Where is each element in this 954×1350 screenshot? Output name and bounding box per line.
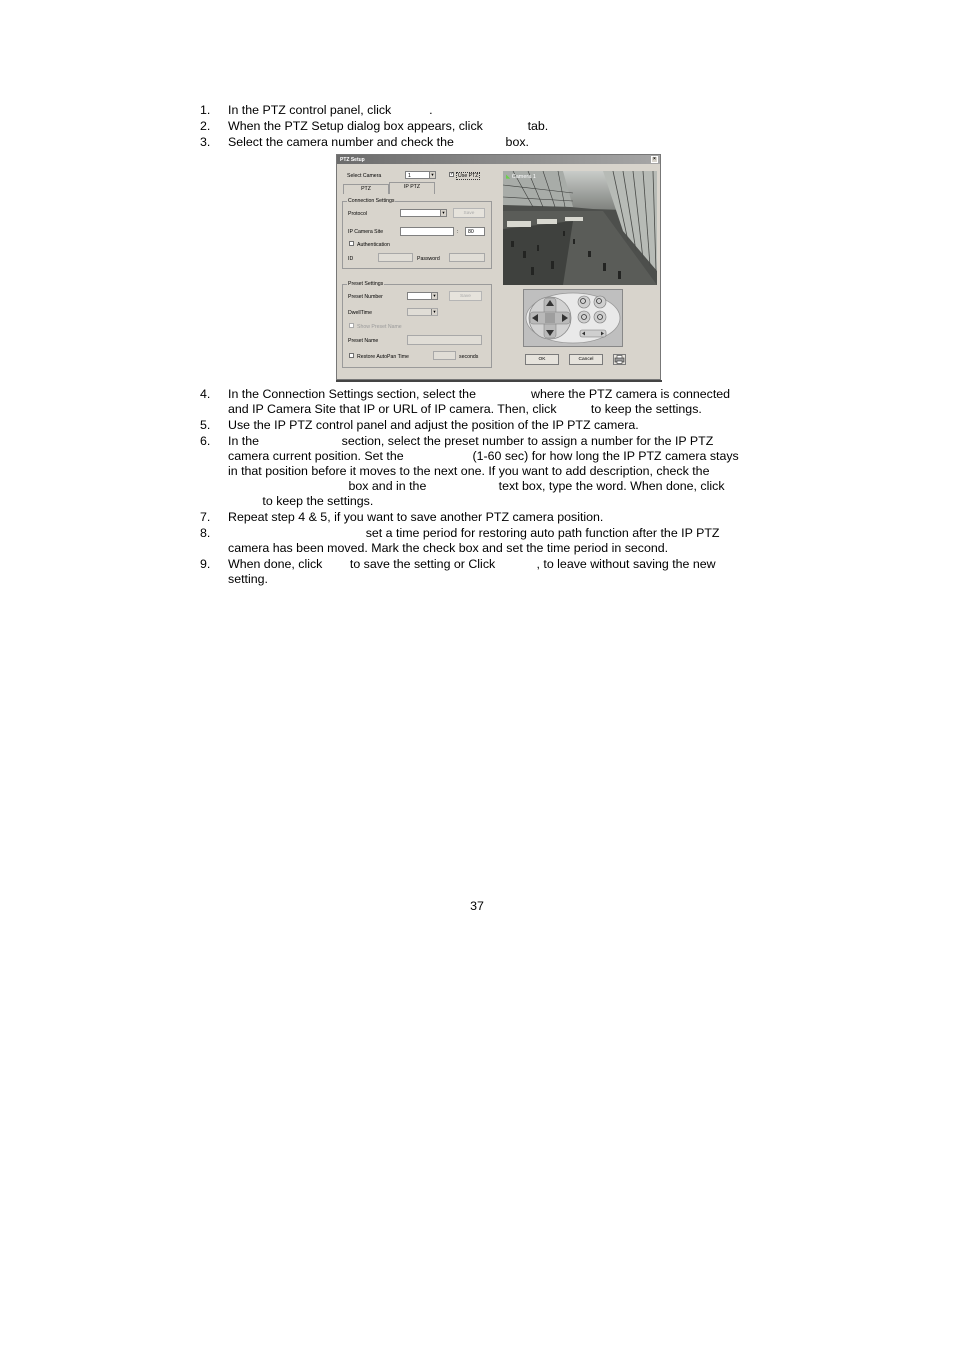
password-label: Password: [417, 256, 440, 262]
protocol-dropdown[interactable]: [400, 209, 447, 217]
id-input[interactable]: [378, 253, 413, 262]
authentication-checkbox[interactable]: [349, 241, 354, 246]
step-text: [228, 557, 758, 587]
step-text: [228, 434, 758, 509]
protocol-label: Protocol: [348, 211, 368, 217]
tab-ip-ptz-label: IP PTZ: [403, 184, 421, 190]
step-text-line: When the PTZ Setup dialog box appears, click tab.: [228, 119, 549, 133]
step-text-line: to keep the settings.: [228, 494, 374, 508]
step-text: [228, 418, 758, 433]
step-text: [228, 119, 758, 134]
step-text: [228, 526, 758, 556]
step-number: 2.: [200, 119, 211, 133]
show-preset-name-label: Show Preset Name: [357, 324, 402, 330]
ptz-setup-dialog-screenshot: [336, 154, 661, 380]
step-text-line: Repeat step 4 & 5, if you want to save another PTZ camera position.: [228, 510, 604, 524]
step-text-line: In the Connection Settings section, select the where the PTZ camera is connected: [228, 387, 731, 401]
step-number: 3.: [200, 135, 211, 149]
preset-number-dropdown[interactable]: [407, 292, 438, 300]
step-text-line: camera has been moved. Mark the check box and set the time period in second.: [228, 541, 669, 555]
step-number: 7.: [200, 510, 211, 524]
select-camera-label: Select Camera: [347, 173, 382, 179]
step-number: 5.: [200, 418, 211, 432]
dwell-time-dropdown[interactable]: [407, 308, 438, 316]
chevron-down-icon: ▼: [441, 210, 446, 215]
restore-autopan-checkbox[interactable]: [349, 353, 354, 358]
chevron-down-icon: ▼: [432, 309, 437, 314]
step-text: [228, 135, 758, 150]
tab-ip-ptz[interactable]: [389, 182, 435, 194]
preset-save-button[interactable]: Save: [449, 291, 482, 301]
step-text-line: camera current position. Set the (1-60 sec) for how long the IP PTZ camera stays: [228, 449, 739, 463]
select-camera-dropdown[interactable]: [405, 171, 436, 179]
step-text-line: set a time period for restoring auto path function after the IP PTZ: [228, 526, 720, 540]
print-button[interactable]: [613, 354, 626, 365]
dialog-title: PTZ Setup: [340, 156, 365, 163]
select-camera-value: 1: [408, 173, 411, 179]
chevron-down-icon: ▼: [432, 293, 437, 298]
cancel-button[interactable]: Cancel: [569, 354, 603, 365]
preset-name-label: Preset Name: [348, 338, 379, 344]
show-preset-name-checkbox[interactable]: [349, 323, 354, 328]
step-text: [228, 103, 758, 118]
dwell-time-label: DwellTime: [348, 310, 373, 316]
tab-ptz[interactable]: [343, 184, 389, 194]
restore-autopan-label: Restore AutoPan Time: [357, 354, 409, 360]
password-input[interactable]: [449, 253, 485, 262]
ptz-control-pad: [523, 289, 623, 347]
step-text-line: In the section, select the preset number to assign a number for the IP PTZ: [228, 434, 714, 448]
step-text-line: When done, click to save the setting or Click , to leave without saving the new: [228, 557, 716, 571]
camera-status-icon: ◣: [506, 174, 511, 180]
step-text-line: setting.: [228, 572, 268, 586]
port-value: 80: [468, 229, 474, 235]
step-number: 4.: [200, 387, 211, 401]
step-text: [228, 387, 758, 417]
restore-time-input[interactable]: [433, 351, 456, 360]
preset-number-label: Preset Number: [348, 294, 383, 300]
preset-name-input[interactable]: [407, 335, 482, 345]
use-ptz-label: Use PTZ: [458, 173, 479, 179]
ip-camera-site-label: IP Camera Site: [348, 229, 384, 235]
step-number: 8.: [200, 526, 211, 540]
step-text: [228, 510, 758, 525]
step-text-line: Use the IP PTZ control panel and adjust the position of the IP PTZ camera.: [228, 418, 639, 432]
id-label: ID: [348, 256, 354, 262]
connection-settings-title: Connection Settings: [348, 198, 395, 204]
step-text-line: box and in the text box, type the word. When done, click: [228, 479, 725, 493]
ip-camera-site-input[interactable]: [400, 227, 454, 236]
step-number: 6.: [200, 434, 211, 448]
camera-label-text: Camera 1: [511, 174, 536, 180]
ok-button[interactable]: OK: [525, 354, 559, 365]
dialog-bottom-edge: [336, 380, 662, 382]
use-ptz-checkbox[interactable]: ✓: [450, 171, 455, 177]
tab-ptz-label: PTZ: [361, 186, 371, 192]
preset-settings-title: Preset Settings: [348, 281, 384, 287]
step-text-line: and IP Camera Site that IP or URL of IP camera. Then, click to keep the settings.: [228, 402, 702, 416]
printer-icon: [614, 355, 625, 364]
seconds-label: seconds: [459, 354, 479, 360]
authentication-label: Authentication: [357, 242, 390, 248]
camera-label: [506, 174, 536, 180]
page-number: 37: [470, 899, 484, 913]
dialog-titlebar: [337, 155, 660, 164]
step-number: 1.: [200, 103, 211, 117]
connection-save-button[interactable]: Save: [453, 208, 485, 218]
step-number: 9.: [200, 557, 211, 571]
close-icon[interactable]: ×: [651, 156, 658, 163]
chevron-down-icon: ▼: [430, 172, 435, 177]
step-text-line: In the PTZ control panel, click .: [228, 103, 433, 117]
ptz-controls-graphic: [524, 290, 622, 346]
port-input[interactable]: [465, 227, 485, 236]
port-separator: :: [457, 229, 459, 235]
step-text-line: in that position before it moves to the next one. If you want to add description, check the: [228, 464, 710, 478]
camera-view: [503, 171, 657, 285]
step-text-line: Select the camera number and check the box.: [228, 135, 529, 149]
airport-terminal-image: [503, 171, 657, 285]
